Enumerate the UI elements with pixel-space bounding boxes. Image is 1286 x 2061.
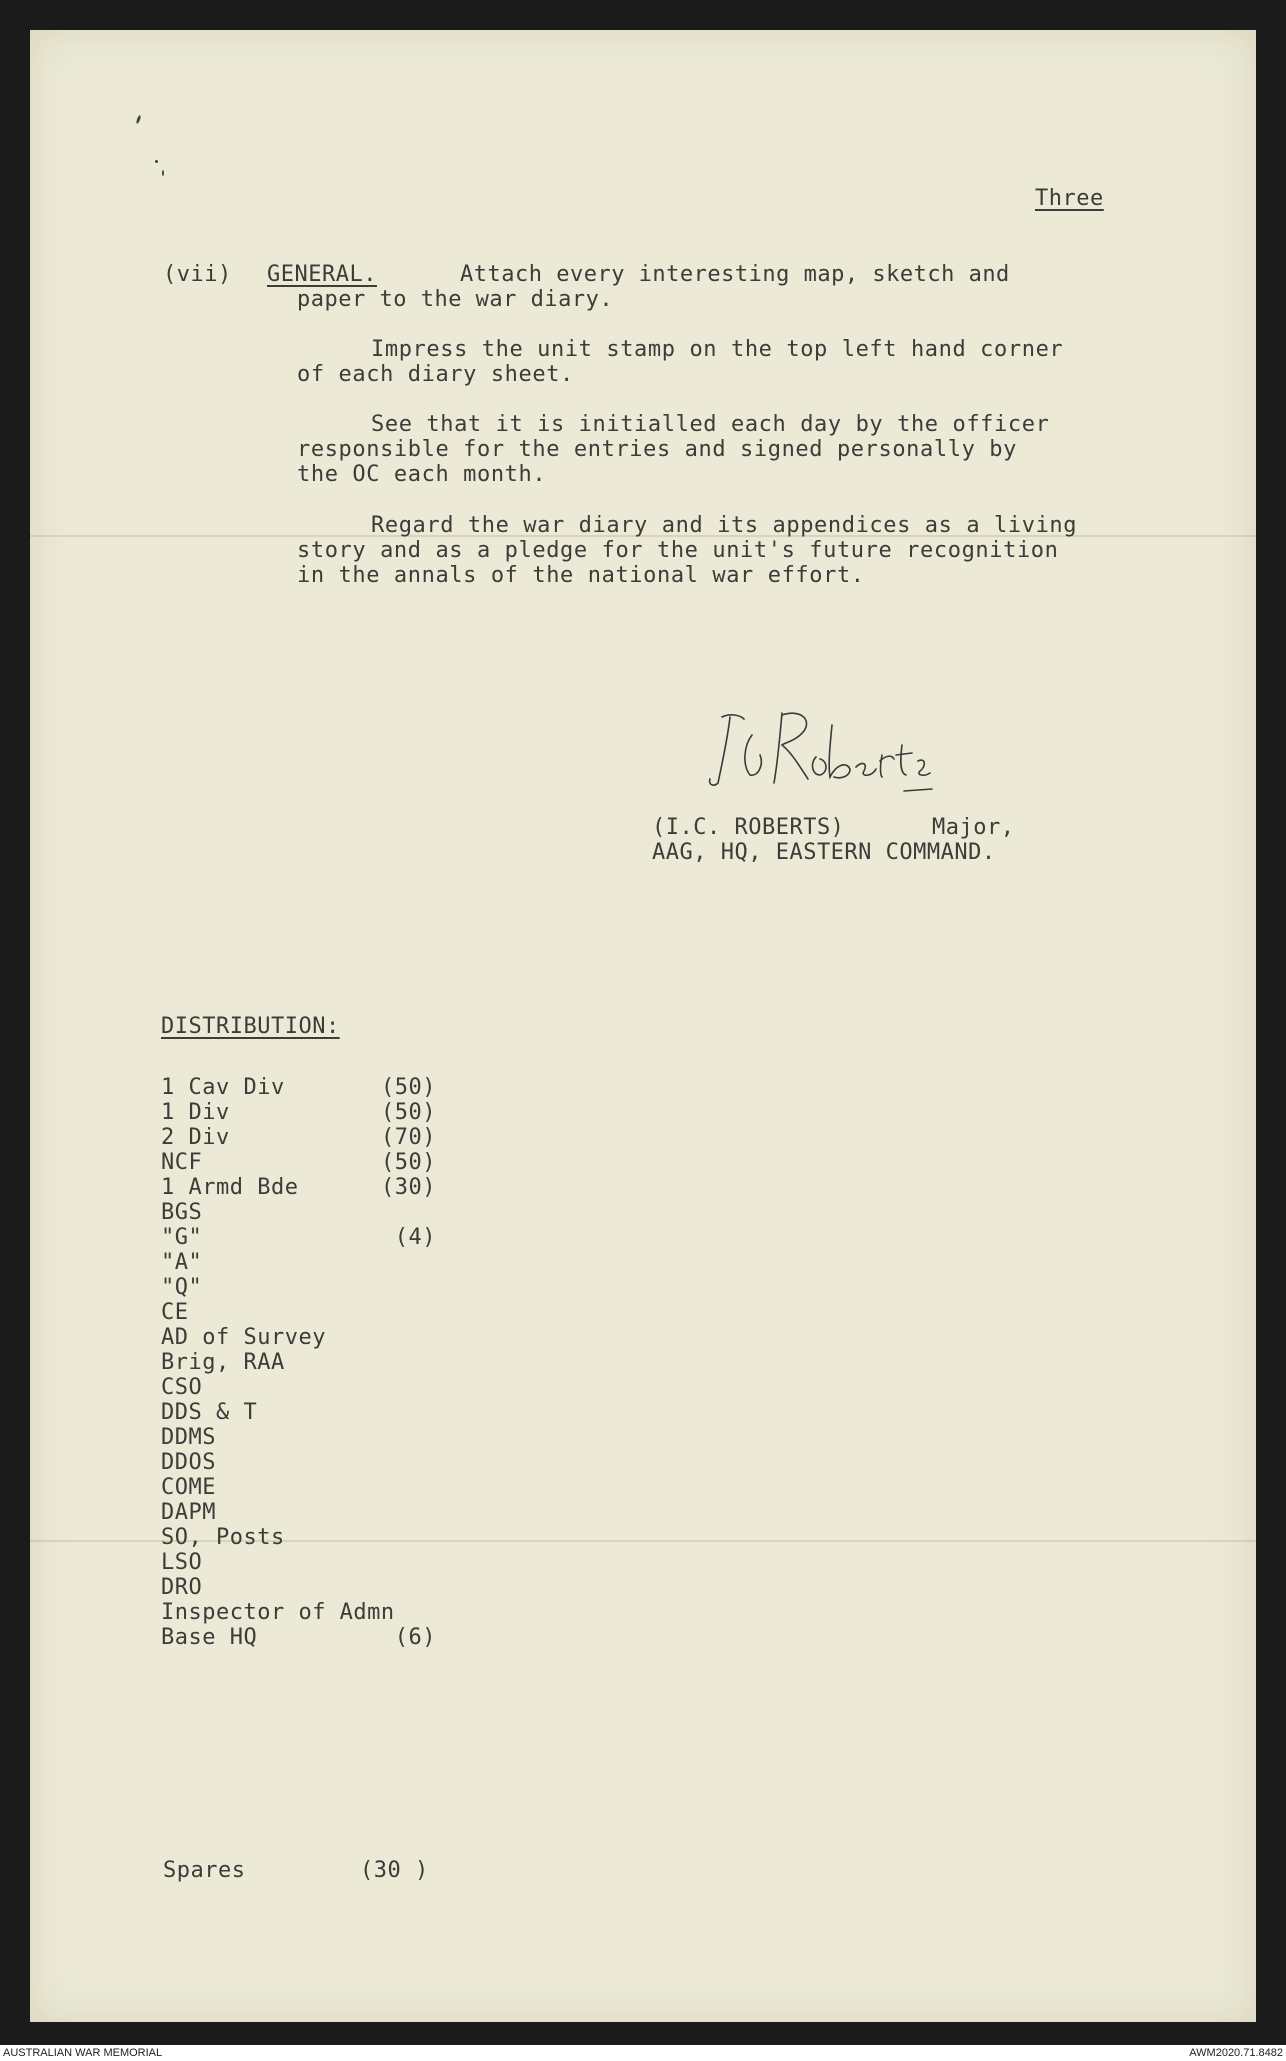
distribution-row: [161, 1150, 491, 1175]
distribution-recipient: CSO: [161, 1375, 203, 1400]
speck: [136, 115, 142, 124]
distribution-row: [161, 1200, 491, 1225]
distribution-row: [161, 1475, 491, 1500]
distribution-recipient: "Q": [161, 1275, 203, 1300]
paragraph4-line2: story and as a pledge for the unit's future recognition: [297, 538, 1059, 563]
distribution-recipient: CE: [161, 1300, 189, 1325]
paragraph2-line2: of each diary sheet.: [297, 362, 574, 387]
distribution-recipient: BGS: [161, 1200, 203, 1225]
distribution-row: [161, 1175, 491, 1200]
footer-credit: AUSTRALIAN WAR MEMORIAL: [3, 2047, 163, 2059]
distribution-recipient: 1 Div: [161, 1100, 230, 1125]
distribution-copies: (50): [381, 1075, 436, 1100]
distribution-copies: (50): [381, 1100, 436, 1125]
paragraph4-line1: Regard the war diary and its appendices as a living: [371, 513, 1078, 538]
distribution-row: [161, 1600, 491, 1625]
signatory-name: (I.C. ROBERTS): [652, 815, 845, 840]
distribution-copies: (30): [381, 1175, 436, 1200]
distribution-recipient: Base HQ: [161, 1625, 258, 1650]
distribution-recipient: "A": [161, 1250, 203, 1275]
speck: [155, 160, 158, 163]
paragraph2: [297, 337, 1063, 387]
distribution-row: [161, 1550, 491, 1575]
distribution-row: [161, 1375, 491, 1400]
distribution-copies: (4): [381, 1225, 436, 1250]
distribution-row: [161, 1350, 491, 1375]
distribution-recipient: DDS & T: [161, 1400, 258, 1425]
distribution-recipient: 1 Cav Div: [161, 1075, 285, 1100]
distribution-row: [161, 1500, 491, 1525]
spares-label: Spares: [163, 1858, 246, 1883]
distribution-recipient: DDMS: [161, 1425, 216, 1450]
distribution-recipient: 2 Div: [161, 1125, 230, 1150]
distribution-copies: (50): [381, 1150, 436, 1175]
footer-bar: [0, 2045, 1286, 2061]
distribution-recipient: SO, Posts: [161, 1525, 285, 1550]
distribution-row: [161, 1300, 491, 1325]
distribution-recipient: AD of Survey: [161, 1325, 326, 1350]
distribution-recipient: DRO: [161, 1575, 203, 1600]
paragraph3-line3: the OC each month.: [297, 462, 547, 487]
distribution-row: [161, 1575, 491, 1600]
signatory-office: AAG, HQ, EASTERN COMMAND.: [652, 840, 996, 865]
distribution-recipient: Brig, RAA: [161, 1350, 285, 1375]
distribution-row: [161, 1075, 491, 1100]
paragraph1-line1: Attach every interesting map, sketch and: [460, 262, 1010, 287]
paragraph2-line1: Impress the unit stamp on the top left hand corner: [371, 337, 1064, 362]
paragraph3-line1: See that it is initialled each day by the officer: [371, 412, 1050, 437]
distribution-recipient: NCF: [161, 1150, 203, 1175]
section-heading: GENERAL.: [267, 262, 377, 287]
distribution-recipient: DAPM: [161, 1500, 216, 1525]
speck: [162, 170, 164, 176]
paragraph3: [297, 412, 1049, 487]
distribution-heading: DISTRIBUTION:: [161, 1014, 340, 1039]
distribution-list: [161, 1075, 491, 1650]
section-number: (vii): [163, 262, 232, 287]
distribution-row: [161, 1250, 491, 1275]
distribution-row: [161, 1225, 491, 1250]
paragraph3-line2: responsible for the entries and signed personally by: [297, 437, 1017, 462]
page-marker: Three: [1035, 186, 1104, 211]
paragraph4-line3: in the annals of the national war effort.: [297, 563, 865, 588]
distribution-row: [161, 1400, 491, 1425]
paragraph4: [297, 513, 1077, 588]
spares-count: (30 ): [360, 1858, 429, 1883]
distribution-row: [161, 1625, 491, 1650]
distribution-recipient: LSO: [161, 1550, 203, 1575]
distribution-row: [161, 1125, 491, 1150]
distribution-copies: (6): [381, 1625, 436, 1650]
handwritten-signature: [700, 705, 940, 795]
distribution-row: [161, 1325, 491, 1350]
distribution-recipient: "G": [161, 1225, 203, 1250]
distribution-recipient: Inspector of Admn: [161, 1600, 395, 1625]
distribution-row: [161, 1425, 491, 1450]
distribution-recipient: COME: [161, 1475, 216, 1500]
distribution-row: [161, 1450, 491, 1475]
footer-accession-number: AWM2020.71.8482: [1189, 2047, 1283, 2059]
distribution-row: [161, 1100, 491, 1125]
distribution-recipient: 1 Armd Bde: [161, 1175, 299, 1200]
distribution-copies: (70): [381, 1125, 436, 1150]
distribution-row: [161, 1275, 491, 1300]
distribution-row: [161, 1525, 491, 1550]
distribution-recipient: DDOS: [161, 1450, 216, 1475]
paragraph1-line2: paper to the war diary.: [297, 287, 614, 312]
signatory-rank: Major,: [932, 815, 1015, 840]
